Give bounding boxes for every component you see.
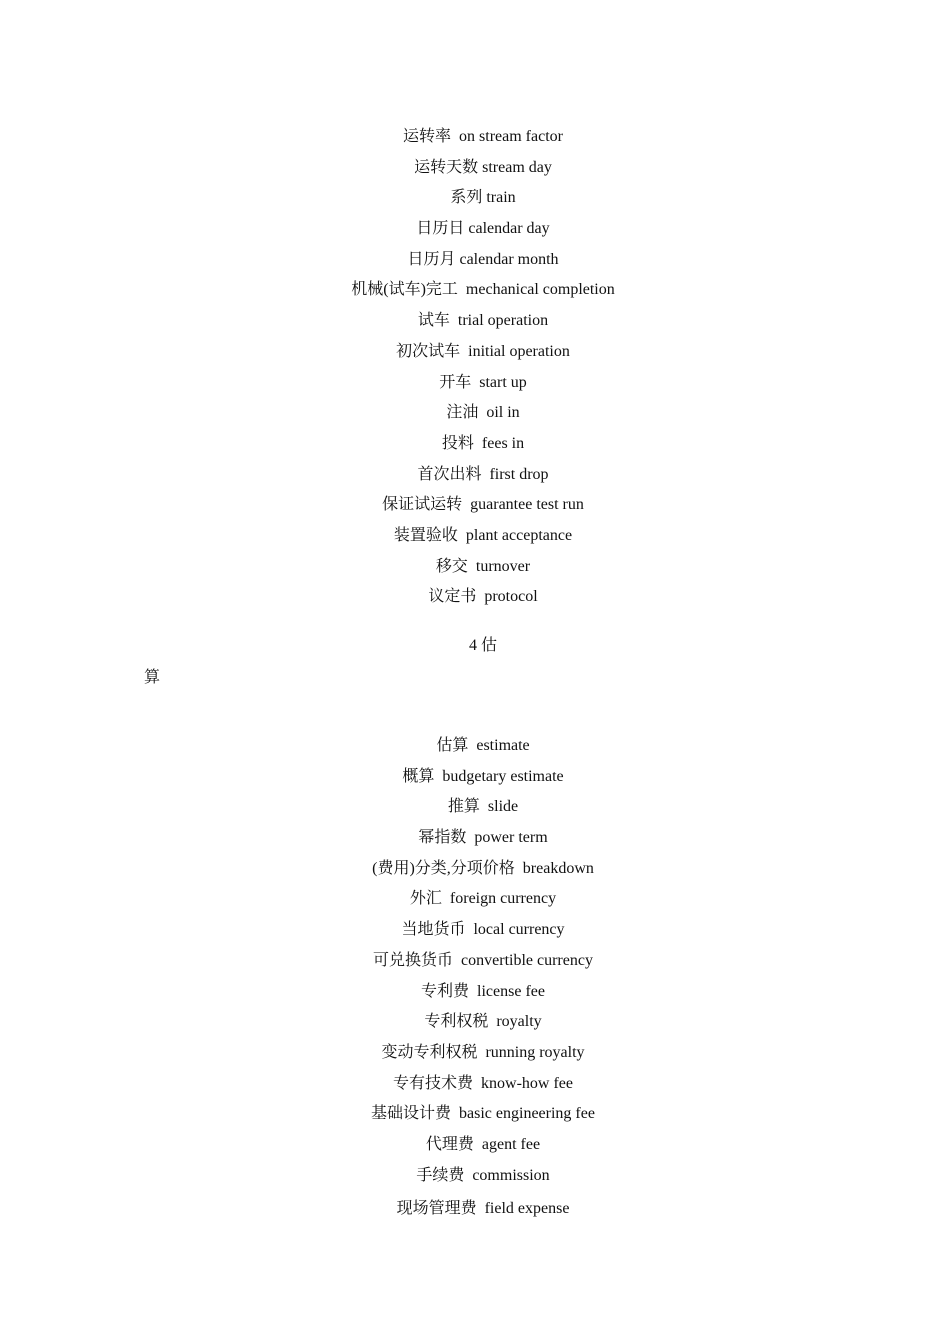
term-row — [0, 153, 950, 184]
term-chinese: 专有技术费 — [393, 1074, 474, 1092]
term-row — [0, 582, 950, 613]
term-chinese: 保证试运转 — [382, 496, 463, 514]
term-chinese: 专利费 — [421, 982, 470, 1000]
term-row — [0, 823, 950, 854]
term-row — [0, 245, 950, 276]
term-chinese: 运转天数 — [414, 158, 479, 176]
term-english: fees in — [481, 434, 525, 452]
term-row — [0, 731, 950, 762]
term-row — [0, 552, 950, 583]
term-row — [0, 521, 950, 552]
term-chinese: 外汇 — [409, 890, 442, 908]
term-chinese: 概算 — [402, 767, 435, 785]
term-chinese: 可兑换货币 — [373, 951, 454, 969]
term-english: first drop — [489, 465, 549, 483]
term-chinese: 日历月 — [407, 250, 456, 268]
term-english: commission — [472, 1166, 550, 1184]
term-english: local currency — [473, 921, 565, 939]
term-row — [0, 977, 950, 1008]
term-list-estimate — [0, 731, 950, 1225]
term-english: train — [486, 189, 516, 207]
term-chinese: (费用)分类,分项价格 — [372, 859, 515, 877]
term-row — [0, 122, 950, 153]
term-english: calendar day — [468, 220, 550, 238]
term-row — [0, 1038, 950, 1069]
term-english: convertible currency — [461, 951, 593, 969]
term-chinese: 基础设计费 — [371, 1105, 452, 1123]
term-english: basic engineering fee — [459, 1105, 595, 1123]
term-chinese: 代理费 — [425, 1135, 474, 1153]
term-row — [0, 490, 950, 521]
term-english: initial operation — [468, 342, 570, 360]
term-chinese: 专利权税 — [424, 1013, 489, 1031]
term-chinese: 系列 — [450, 189, 483, 207]
term-row — [0, 1194, 950, 1225]
term-row — [0, 214, 950, 245]
term-chinese: 议定书 — [428, 588, 477, 606]
term-english: turnover — [475, 557, 531, 575]
term-row — [0, 915, 950, 946]
term-english: guarantee test run — [470, 496, 584, 514]
term-row — [0, 398, 950, 429]
term-list-operation — [0, 122, 950, 613]
term-english: mechanical completion — [465, 281, 615, 299]
term-row — [0, 762, 950, 793]
term-row — [0, 337, 950, 368]
term-chinese: 运转率 — [403, 128, 452, 145]
section-heading: 4 估 — [468, 637, 497, 654]
term-row — [0, 183, 950, 214]
term-row — [0, 1007, 950, 1038]
term-chinese: 日历日 — [416, 220, 465, 238]
term-chinese: 首次出料 — [417, 465, 482, 483]
term-row — [0, 1130, 950, 1161]
term-chinese: 幂指数 — [418, 829, 467, 847]
term-english: foreign currency — [449, 890, 557, 908]
term-chinese: 开车 — [439, 373, 472, 391]
term-english: protocol — [484, 588, 538, 606]
term-english: oil in — [486, 404, 520, 422]
term-row — [0, 429, 950, 460]
term-english: royalty — [496, 1013, 542, 1031]
term-chinese: 推算 — [447, 798, 480, 816]
term-chinese: 变动专利权税 — [381, 1043, 478, 1061]
term-row — [0, 275, 950, 306]
term-row — [0, 306, 950, 337]
term-english: estimate — [476, 737, 530, 754]
term-english: plant acceptance — [465, 526, 573, 544]
term-chinese: 手续费 — [416, 1166, 465, 1184]
term-english: budgetary estimate — [442, 767, 564, 785]
term-english: agent fee — [481, 1135, 541, 1153]
term-chinese: 试车 — [417, 312, 450, 330]
term-chinese: 现场管理费 — [396, 1200, 477, 1218]
term-row — [0, 884, 950, 915]
term-chinese: 估算 — [436, 737, 469, 754]
section-heading-tail: 算 — [144, 669, 161, 686]
term-english: breakdown — [522, 859, 594, 877]
term-chinese: 注油 — [446, 404, 479, 422]
term-english: stream day — [482, 158, 552, 176]
term-english: running royalty — [485, 1043, 585, 1061]
term-row — [0, 1161, 950, 1192]
term-chinese: 当地货币 — [401, 921, 466, 939]
term-english: power term — [474, 829, 548, 847]
term-row — [0, 946, 950, 977]
term-english: trial operation — [457, 312, 549, 330]
term-chinese: 移交 — [435, 557, 468, 575]
term-english: calendar month — [459, 250, 559, 268]
term-row — [0, 1099, 950, 1130]
term-english: field expense — [484, 1200, 570, 1218]
term-row — [0, 368, 950, 399]
term-english: start up — [479, 373, 527, 391]
term-row — [0, 1069, 950, 1100]
term-english: license fee — [477, 982, 545, 1000]
term-chinese: 初次试车 — [396, 342, 461, 360]
term-row — [0, 854, 950, 885]
term-chinese: 机械(试车)完工 — [351, 281, 458, 299]
term-english: slide — [487, 798, 519, 816]
term-chinese: 投料 — [441, 434, 474, 452]
term-row — [0, 460, 950, 491]
term-english: on stream factor — [459, 128, 563, 145]
term-row — [0, 792, 950, 823]
term-english: know-how fee — [481, 1074, 573, 1092]
term-chinese: 装置验收 — [393, 526, 458, 544]
